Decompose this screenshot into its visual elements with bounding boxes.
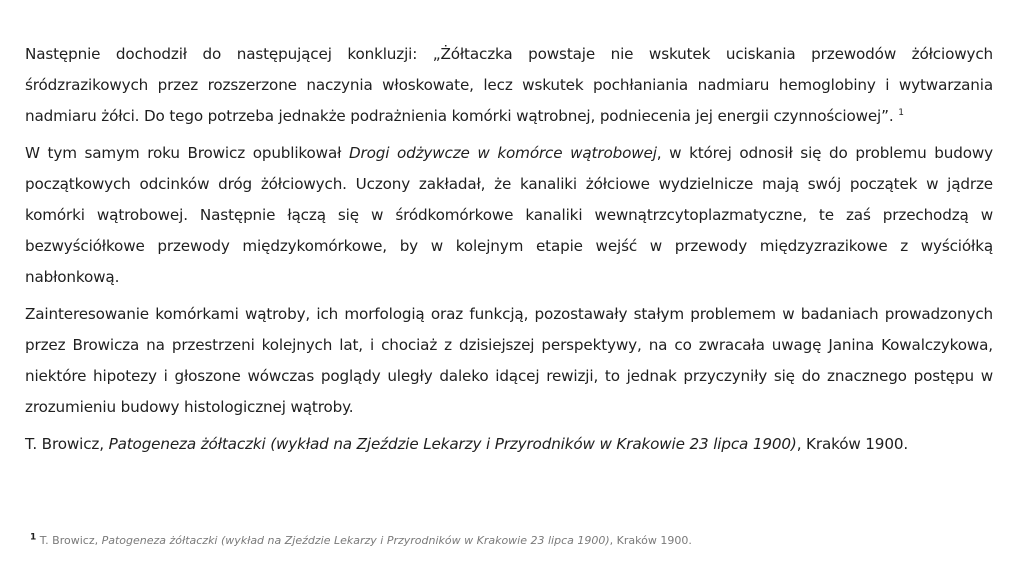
footnote-mark: 1	[30, 532, 37, 543]
footnote-title: Patogeneza żółtaczki (wykład na Zjeździe Lekarzy i Przyrodników w Krakowie 23 lipca 1900)	[101, 534, 610, 547]
paragraph-conclusion	[25, 39, 993, 132]
paragraph-publication	[25, 138, 993, 293]
footnote-place-year: , Kraków 1900.	[609, 534, 692, 547]
paragraph-interest	[25, 299, 993, 423]
document-body	[25, 39, 993, 466]
footnote-reference: 1	[898, 107, 904, 118]
citation-place-year: , Kraków 1900.	[796, 435, 909, 453]
footnote	[30, 534, 990, 548]
footnote-author: T. Browicz,	[36, 534, 102, 547]
paragraph-text: Zainteresowanie komórkami wątroby, ich morfologią oraz funkcją, pozostawały stałym problemem w badaniach prowadzonych przez Browicza na przestrzeni kolejnych lat, i chociaż z dzisiejszej perspektywy, na co zwracała uwagę Janina Kowalczykowa, niektóre hipotezy i głoszone wówczas poglądy uległy daleko idącej rewizji, to jednak przyczyniły się do znacznego postępu w zrozumieniu budowy histologicznej wątroby.	[25, 305, 993, 416]
paragraph-text: Następnie dochodził do następującej konkluzji: „Żółtaczka powstaje nie wskutek uciskania przewodów żółciowych śródzrazikowych przez rozszerzone naczynia włoskowate, lecz wskutek pochłaniania nadmiaru hemoglobiny i wytwarzania nadmiaru żółci. Do tego potrzeba jednakże podrażnienia komórki wątrobnej, podniecenia jej energii czynnościowej”.	[25, 45, 993, 125]
citation-title: Patogeneza żółtaczki (wykład na Zjeździe Lekarzy i Przyrodników w Krakowie 23 lipca 1900)	[108, 435, 797, 453]
paragraph-text: W tym samym roku Browicz opublikował	[25, 144, 349, 162]
paragraph-text: , w której odnosił się do problemu budowy początkowych odcinków dróg żółciowych. Uczony zakładał, że kanaliki żółciowe wydzielnicze mają swój początek w jądrze komórki wątrobowej. Następnie łączą się w śródkomórkowe kanaliki wewnątrzcytoplazmatyczne, te zaś przechodzą w bezwyściółkowe przewody międzykomórkowe, by w kolejnym etapie wejść w przewody międzyzrazikowe z wyściółką nabłonkową.	[25, 144, 993, 286]
citation-author: T. Browicz,	[25, 435, 109, 453]
paragraph-citation	[25, 429, 993, 460]
book-title: Drogi odżywcze w komórce wątrobowej	[348, 144, 657, 162]
